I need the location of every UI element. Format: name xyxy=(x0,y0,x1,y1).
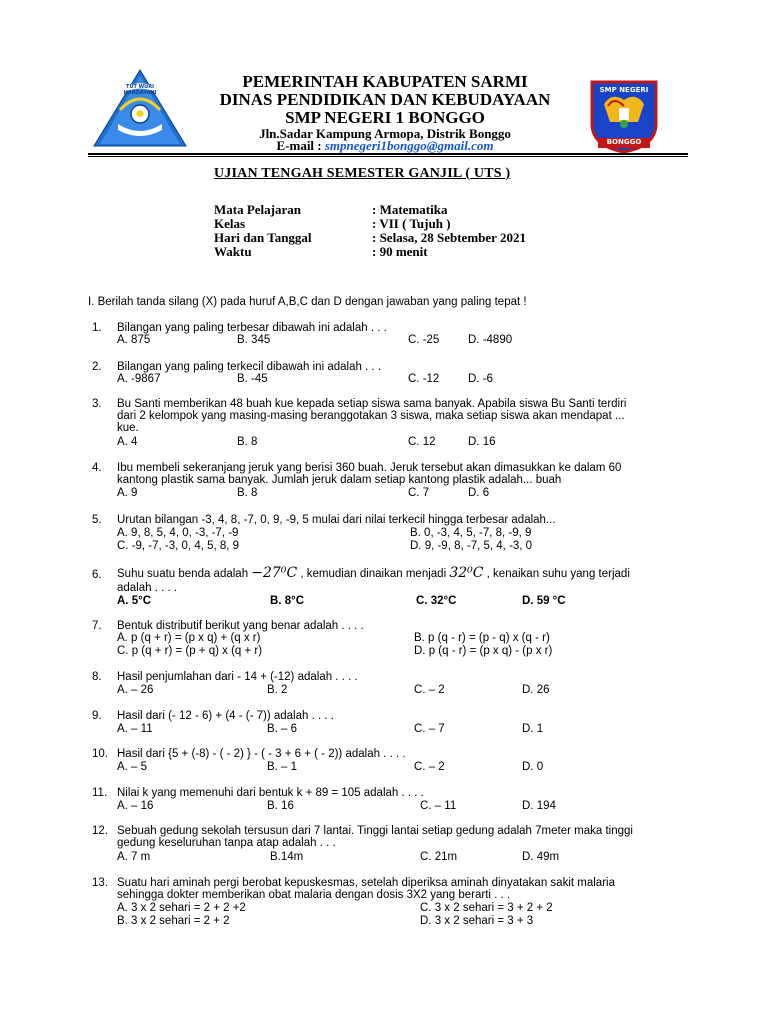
question-text: Bilangan yang paling terbesar dibawah ini adalah . . . xyxy=(117,322,387,334)
question-text-line-3: kue. xyxy=(117,422,139,434)
email-label: E-mail : xyxy=(276,138,325,153)
question-number: 4. xyxy=(92,462,102,474)
option-a[interactable]: A. 9 xyxy=(117,487,138,499)
info-label-class: Kelas xyxy=(214,216,246,231)
info-label-date: Hari dan Tanggal xyxy=(214,230,312,245)
question-number: 10. xyxy=(92,748,108,760)
question-text-line-2: kantong plastik sama banyak. Jumlah jeruk dalam setiap kantong plastik adalah... buah xyxy=(117,474,562,486)
option-c[interactable]: C. -25 xyxy=(408,334,440,346)
option-d[interactable]: D. 0 xyxy=(522,761,544,773)
question-number: 2. xyxy=(92,361,102,373)
option-d[interactable]: D. 26 xyxy=(522,684,550,696)
question-number: 9. xyxy=(92,710,102,722)
question-11 xyxy=(0,787,768,817)
option-b[interactable]: B. 16 xyxy=(267,800,294,812)
option-c[interactable]: C. – 2 xyxy=(414,761,445,773)
option-b[interactable]: B. 8°C xyxy=(270,595,304,607)
option-a[interactable]: A. – 16 xyxy=(117,800,154,812)
option-d[interactable]: D. 1 xyxy=(522,723,544,735)
option-c[interactable]: C. 3 x 2 sehari = 3 + 2 + 2 xyxy=(420,902,553,914)
school-logo-bottom-text: BONGGO xyxy=(606,138,642,146)
question-text-line-2: dari 2 kelompok yang masing-masing beranggotakan 3 siswa, maka setiap siswa akan mendapat ... xyxy=(117,410,625,422)
question-number: 5. xyxy=(92,514,102,526)
question-number: 13. xyxy=(92,877,108,889)
header-school: SMP NEGERI 1 BONGGO xyxy=(285,108,485,127)
option-a[interactable]: A. 5°C xyxy=(117,595,151,607)
option-a[interactable]: A. 3 x 2 sehari = 2 + 2 +2 xyxy=(117,902,246,914)
question-number: 1. xyxy=(92,322,102,334)
exam-title: UJIAN TENGAH SEMESTER GANJIL ( UTS ) xyxy=(214,166,511,181)
question-text-line-2: gedung keseluruhan tanpa atap adalah . . . xyxy=(117,837,336,849)
question-6 xyxy=(0,567,768,609)
question-3 xyxy=(0,398,768,454)
question-13 xyxy=(0,877,768,933)
header-divider-thin xyxy=(88,156,688,157)
question-text-line-2: sehingga dokter memberikan obat malaria dengan dosis 3X2 yang berarti . . . xyxy=(117,889,511,901)
question-5 xyxy=(0,514,768,556)
question-text-line-1: Bu Santi memberikan 48 buah kue kepada setiap siswa sama banyak. Apabila siswa Bu Santi terdiri xyxy=(117,398,627,410)
option-d[interactable]: D. 3 x 2 sehari = 3 + 3 xyxy=(420,915,534,927)
temperature-start: −27⁰C xyxy=(251,565,298,581)
question-7 xyxy=(0,620,768,662)
info-value-date: : Selasa, 28 Sebtember 2021 xyxy=(372,230,526,245)
question-10 xyxy=(0,748,768,778)
info-value-subject: : Matematika xyxy=(372,202,448,217)
question-2 xyxy=(0,361,768,391)
option-a[interactable]: A. – 26 xyxy=(117,684,154,696)
question-text-line-1: Sebuah gedung sekolah tersusun dari 7 lantai. Tinggi lantai setiap gedung adalah 7meter maka tinggi xyxy=(117,825,633,837)
tut-wuri-handayani-logo xyxy=(90,68,190,148)
option-c[interactable]: C. – 2 xyxy=(414,684,445,696)
option-a[interactable]: A. p (q + r) = (p x q) + (q x r) xyxy=(117,632,261,644)
option-d[interactable]: D. -4890 xyxy=(468,334,513,346)
option-c[interactable]: C. 21m xyxy=(420,851,458,863)
question-text-line-2: adalah . . . . xyxy=(117,582,178,594)
question-text: Bilangan yang paling terkecil dibawah ini adalah . . . xyxy=(117,361,382,373)
header-email-line xyxy=(190,138,580,153)
option-b[interactable]: B. 2 xyxy=(267,684,288,696)
question-text: Hasil penjumlahan dari - 14 + (-12) adalah . . . . xyxy=(117,671,358,683)
question-number: 6. xyxy=(92,569,102,581)
option-d[interactable]: D. -6 xyxy=(468,373,493,385)
question-text-line-1: Ibu membeli sekeranjang jeruk yang berisi 360 buah. Jeruk tersebut akan dimasukkan ke dalam 60 xyxy=(117,462,622,474)
option-b[interactable]: B. – 1 xyxy=(267,761,298,773)
option-b[interactable]: B. 0, -3, 4, 5, -7, 8, -9, 9 xyxy=(410,527,532,539)
option-c[interactable]: C. p (q + r) = (p + q) x (q + r) xyxy=(117,645,263,657)
option-b[interactable]: B. 3 x 2 sehari = 2 + 2 xyxy=(117,915,230,927)
question-number: 7. xyxy=(92,620,102,632)
header-address: Jln.Sadar Kampung Armopa, Distrik Bonggo xyxy=(259,126,511,141)
temperature-end: 32⁰C xyxy=(449,565,484,581)
header-government: PEMERINTAH KABUPATEN SARMI xyxy=(242,72,528,91)
option-a[interactable]: A. – 11 xyxy=(117,723,153,735)
option-c[interactable]: C. – 7 xyxy=(414,723,445,735)
option-c[interactable]: C. 12 xyxy=(408,436,436,448)
info-label-time: Waktu xyxy=(214,244,252,259)
question-1 xyxy=(0,322,768,352)
option-a[interactable]: A. – 5 xyxy=(117,761,148,773)
school-logo xyxy=(586,78,662,154)
option-a[interactable]: A. 875 xyxy=(117,334,151,346)
option-b[interactable]: B. 8 xyxy=(237,487,258,499)
question-text-line-1: Suatu hari aminah pergi berobat kepuskesmas, setelah diperiksa aminah dinyatakan sakit malaria xyxy=(117,877,615,889)
option-d[interactable]: D. 49m xyxy=(522,851,560,863)
email-link[interactable]: smpnegeri1bonggo@gmail.com xyxy=(324,138,494,153)
question-text: Hasil dari (- 12 - 6) + (4 - (- 7)) adalah . . . . xyxy=(117,710,334,722)
option-d[interactable]: D. p (q - r) = (p x q) - (p x r) xyxy=(414,645,553,657)
question-number: 11. xyxy=(92,787,108,799)
question-4 xyxy=(0,462,768,504)
option-a[interactable]: A. 7 m xyxy=(117,851,151,863)
option-a[interactable]: A. 9, 8, 5, 4, 0, -3, -7, -9 xyxy=(117,527,239,539)
instruction: I. Berilah tanda silang (X) pada huruf A,B,C dan D dengan jawaban yang paling tepat ! xyxy=(88,296,527,308)
option-d[interactable]: D. 194 xyxy=(522,800,556,812)
header-department: DINAS PENDIDIKAN DAN KEBUDAYAAN xyxy=(219,90,551,109)
option-b[interactable]: B. 345 xyxy=(237,334,271,346)
option-d[interactable]: D. 6 xyxy=(468,487,490,499)
option-a[interactable]: A. 4 xyxy=(117,436,138,448)
option-b[interactable]: B. p (q - r) = (p - q) x (q - r) xyxy=(414,632,550,644)
question-12 xyxy=(0,825,768,867)
option-c[interactable]: C. 7 xyxy=(408,487,430,499)
option-b[interactable]: B.14m xyxy=(270,851,304,863)
question-8 xyxy=(0,671,768,701)
question-text: Nilai k yang memenuhi dari bentuk k + 89 = 105 adalah . . . . xyxy=(117,787,424,799)
logo-motto: TUT WURI HANDAYANI xyxy=(123,84,157,96)
question-text: Hasil dari {5 + (-8) - ( - 2) } - ( - 3 + 6 + ( - 2)) adalah . . . . xyxy=(117,748,406,760)
question-9 xyxy=(0,710,768,740)
question-number: 8. xyxy=(92,671,102,683)
option-c[interactable]: C. 32°C xyxy=(416,595,457,607)
option-b[interactable]: B. – 6 xyxy=(267,723,298,735)
question-number: 3. xyxy=(92,398,102,410)
option-c[interactable]: C. -12 xyxy=(408,373,440,385)
school-logo-top-text: SMP NEGERI xyxy=(599,86,649,94)
option-d[interactable]: D. 16 xyxy=(468,436,496,448)
info-label-subject: Mata Pelajaran xyxy=(214,202,302,217)
header-divider xyxy=(88,153,688,155)
info-value-time: : 90 menit xyxy=(372,244,428,259)
question-number: 12. xyxy=(92,825,108,837)
question-text: Bentuk distributif berikut yang benar adalah . . . . xyxy=(117,620,364,632)
option-d[interactable]: D. 9, -9, 8, -7, 5, 4, -3, 0 xyxy=(410,540,533,552)
question-text: Urutan bilangan -3, 4, 8, -7, 0, 9, -9, 5 mulai dari nilai terkecil hingga terbesar adalah... xyxy=(117,514,556,526)
question-text: Suhu suatu benda adalah −27⁰C , kemudian dinaikan menjadi 32⁰C , kenaikan suhu yang terjadi xyxy=(117,565,630,581)
option-c[interactable]: C. – 11 xyxy=(420,800,457,812)
option-a[interactable]: A. -9867 xyxy=(117,373,161,385)
option-b[interactable]: B. 8 xyxy=(237,436,258,448)
info-value-class: : VII ( Tujuh ) xyxy=(372,216,451,231)
option-b[interactable]: B. -45 xyxy=(237,373,268,385)
option-d[interactable]: D. 59 °C xyxy=(522,595,566,607)
option-c[interactable]: C. -9, -7, -3, 0, 4, 5, 8, 9 xyxy=(117,540,240,552)
